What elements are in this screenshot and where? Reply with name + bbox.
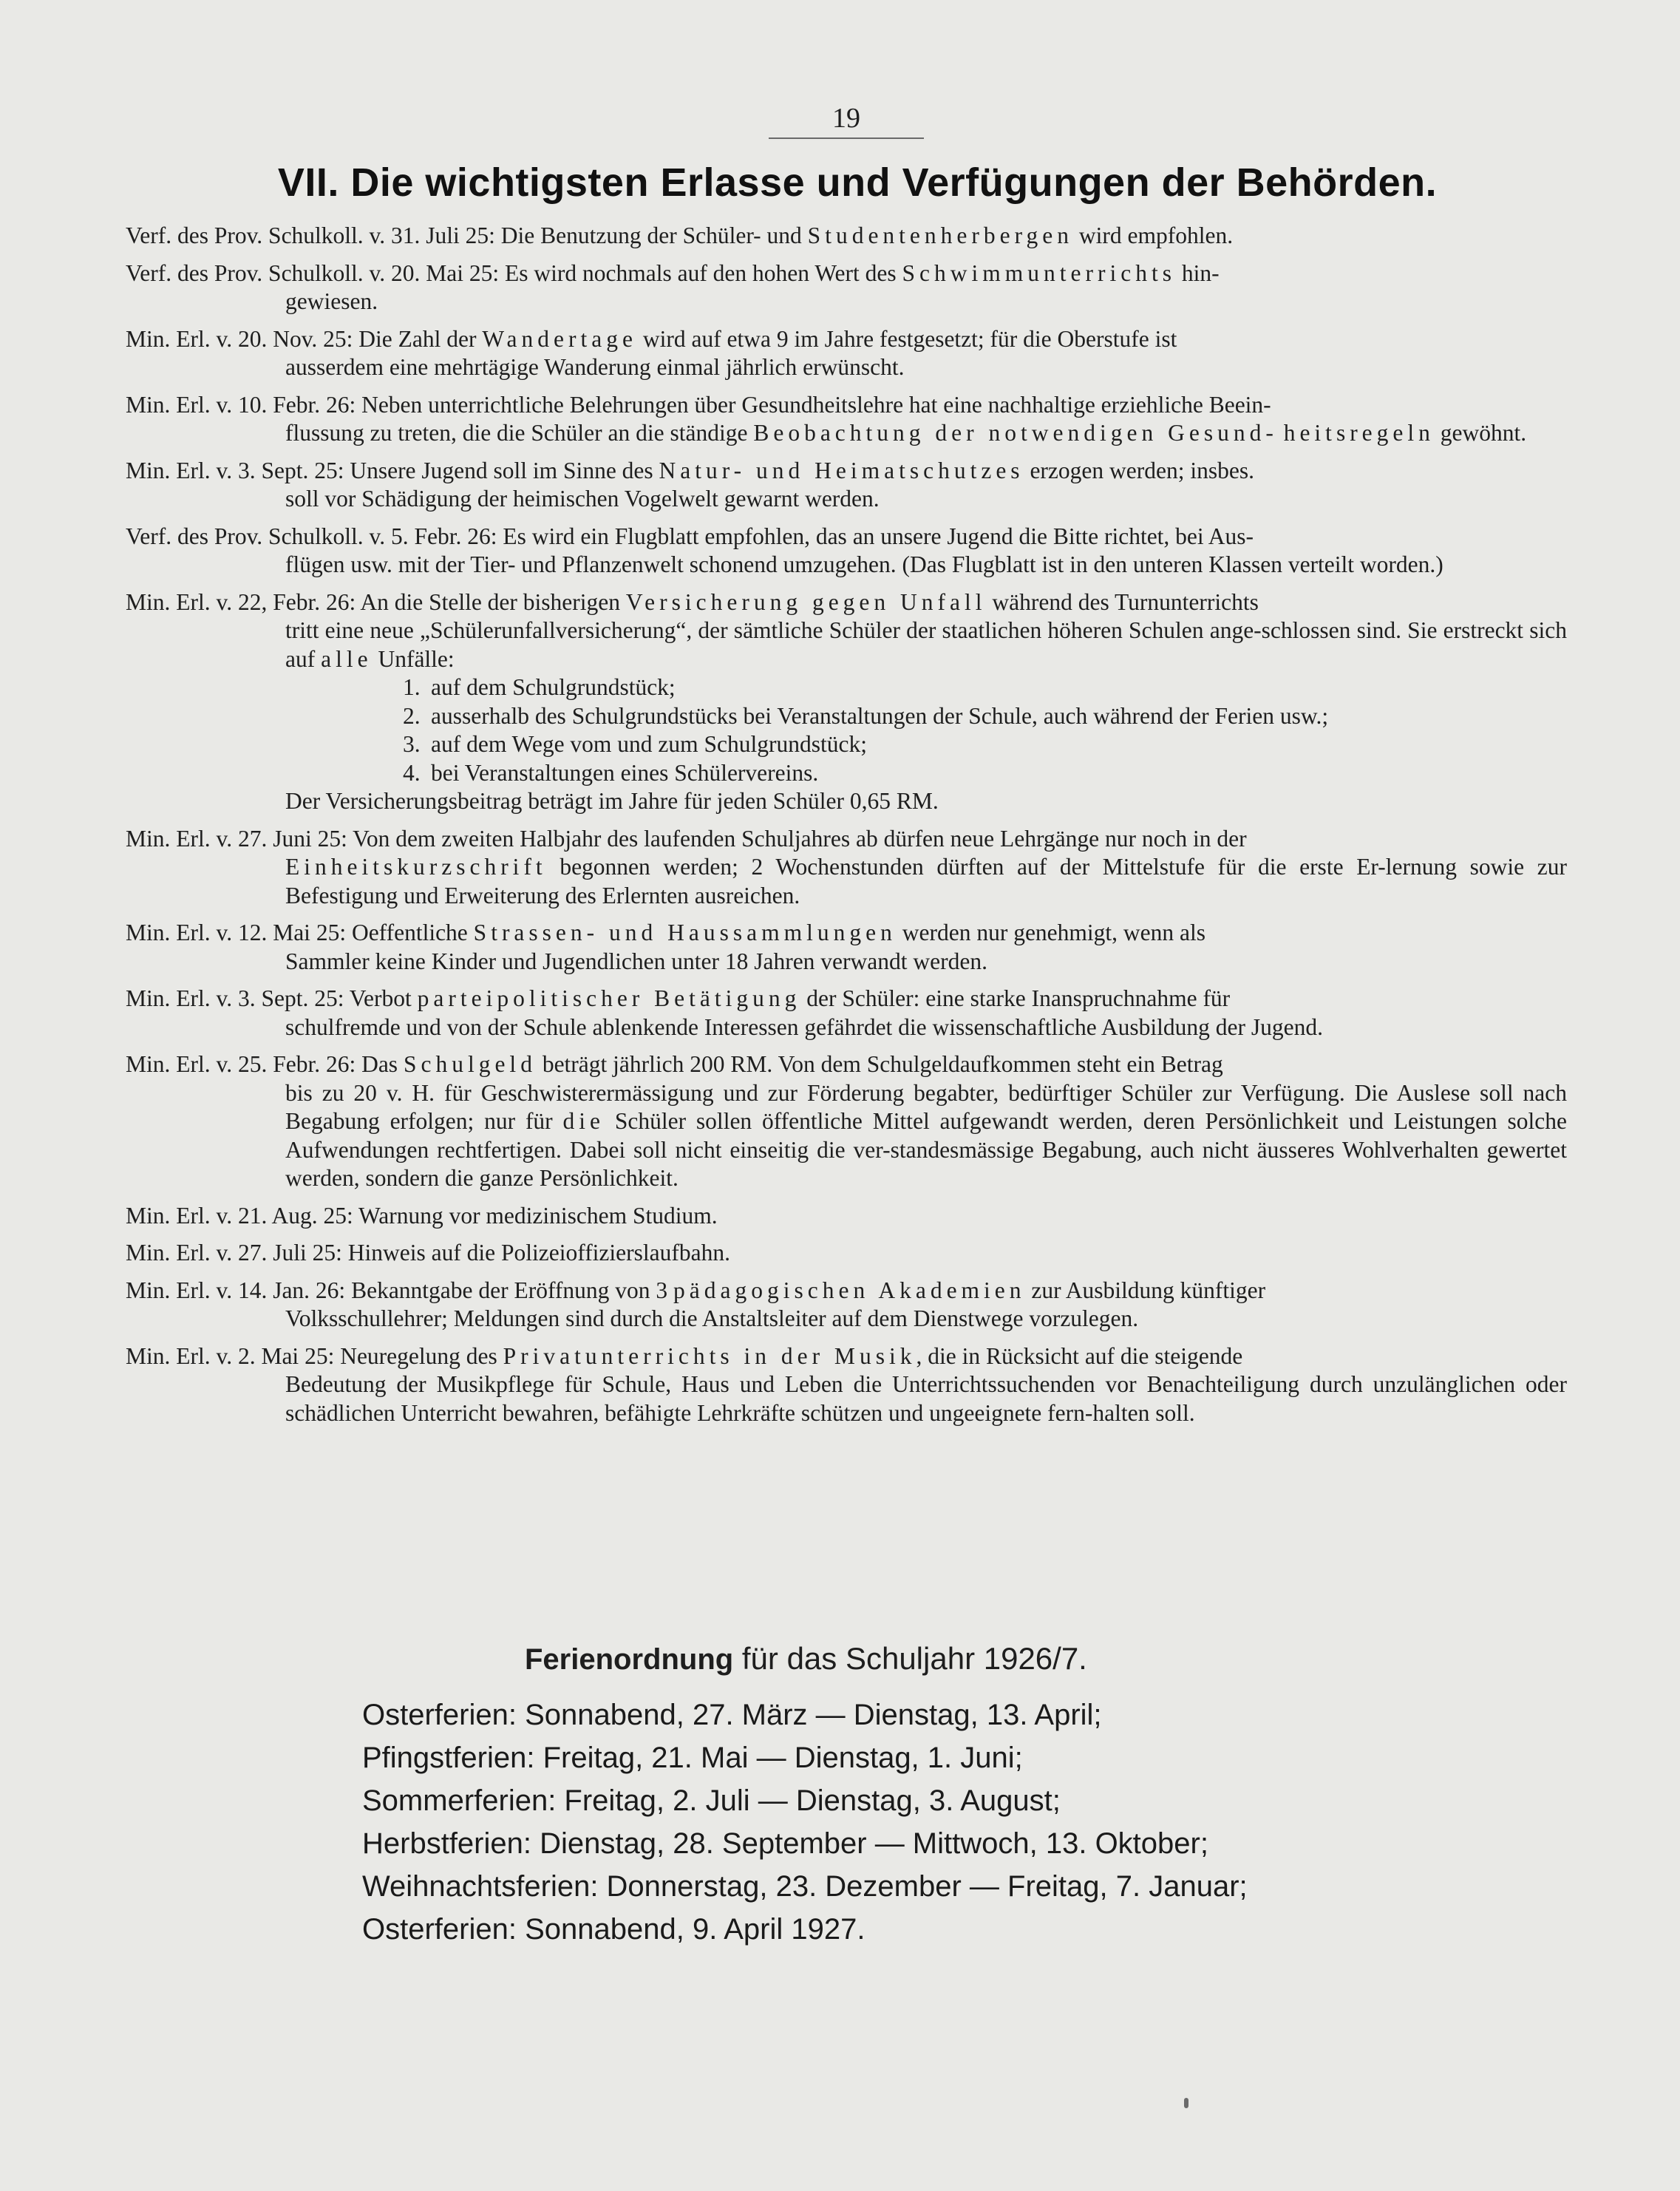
decree-reference: Min. Erl. v. 3. Sept. 25:: [126, 457, 350, 483]
emphasis: Privatunterrichts in der Musik: [503, 1342, 916, 1369]
decree-entry: Min. Erl. v. 25. Febr. 26: Das Schulgeld beträgt jährlich 200 RM. Von dem Schulgeldaufkommen steht ein Betrag bis zu 20 v. H. für Geschwisterermässigung und zur Förderung begabter, bedürftiger Schüler zur Verfügung. Die Auslese soll nach Begabung erfolgen; nur für die Schüler sollen öffentliche Mittel aufgewandt werden, deren Persönlichkeit und Leistungen solche Aufwendungen rechtfertigen. Dabei soll nicht einseitig die ver-standesmässige Begabung, auch nicht äusseres Wohlverhalten gewertet werden, sondern die ganze Persönlichkeit.: [126, 1050, 1567, 1193]
decree-text: soll vor Schädigung der heimischen Vogelwelt gewarnt werden.: [285, 486, 880, 512]
emphasis: heitsregeln: [1283, 420, 1435, 446]
decree-text: Volksschullehrer; Meldungen sind durch die Anstaltsleiter auf dem Dienstwege vorzulegen.: [285, 1305, 1139, 1331]
decree-entry: Verf. des Prov. Schulkoll. v. 5. Febr. 26: Es wird ein Flugblatt empfohlen, das an unsere Jugend die Bitte richtet, bei Aus- flügen usw. mit der Tier- und Pflanzenwelt schonend umzugehen. (Das Flugblatt ist in den unteren Klassen verteilt worden.): [126, 523, 1567, 580]
paper-speck: [1184, 2098, 1188, 2108]
holiday-line: Pfingstferien: Freitag, 21. Mai — Dienstag, 1. Juni;: [362, 1742, 1023, 1774]
emphasis: die: [562, 1108, 605, 1134]
decree-text: Bedeutung der Musikpflege für Schule, Haus und Leben die Unterrichtssuchenden vor Benachteiligung durch unzulänglichen oder schädlichen Unterricht bewahren, befähigte Lehrkräfte schützen und ungeeignete fern-halten soll.: [285, 1371, 1567, 1426]
decree-text: flügen usw. mit der Tier- und Pflanzenwelt schonend umzugehen. (Das Flugblatt ist in den unteren Klassen verteilt worden.): [285, 551, 1443, 577]
decree-text: ausserdem eine mehrtägige Wanderung einmal jährlich erwünscht.: [285, 354, 905, 380]
decree-reference: Min. Erl. v. 21. Aug. 25:: [126, 1202, 359, 1229]
emphasis: Strassen- und Haussammlungen: [473, 920, 897, 945]
emphasis: Beobachtung der notwendigen Gesund-: [753, 420, 1278, 446]
emphasis: alle: [321, 645, 373, 672]
decree-entry: Min. Erl. v. 10. Febr. 26: Neben unterrichtliche Belehrungen über Gesundheitslehre hat eine nachhaltige erziehliche Beein- flussung zu treten, die die Schüler an die ständige Beobachtung der notwendigen Gesund- heitsregeln gewöhnt.: [126, 391, 1567, 448]
decree-reference: Min. Erl. v. 27. Juli 25:: [126, 1240, 348, 1266]
holiday-schedule-title: Ferienordnung für das Schuljahr 1926/7.: [525, 1641, 1087, 1676]
emphasis: Natur- und Heimatschutzes: [659, 457, 1024, 483]
decree-entry: Verf. des Prov. Schulkoll. v. 31. Juli 25: Die Benutzung der Schüler- und Studentenherbergen wird empfohlen.: [126, 223, 1234, 248]
decree-reference: Verf. des Prov. Schulkoll. v. 5. Febr. 26:: [126, 523, 503, 549]
emphasis: Schwimmunterrichts: [902, 259, 1176, 286]
holiday-line: Sommerferien: Freitag, 2. Juli — Dienstag, 3. August;: [362, 1784, 1061, 1817]
decree-reference: Min. Erl. v. 3. Sept. 25:: [126, 985, 350, 1011]
emphasis: Wandertage: [482, 325, 637, 352]
decree-reference: Verf. des Prov. Schulkoll. v. 20. Mai 25:: [126, 259, 505, 286]
holiday-line: Osterferien: Sonnabend, 27. März — Dienstag, 13. April;: [362, 1699, 1102, 1731]
decree-entry: Min. Erl. v. 12. Mai 25: Oeffentliche Strassen- und Haussammlungen werden nur genehmigt, wenn als Sammler keine Kinder und Jugendlichen unter 18 Jahren verwandt werden.: [126, 919, 1567, 976]
decree-entry: Min. Erl. v. 27. Juli 25: Hinweis auf die Polizeioffizierslaufbahn.: [126, 1240, 730, 1266]
emphasis: Versicherung gegen Unfall: [625, 588, 987, 615]
decree-entry: Min. Erl. v. 14. Jan. 26: Bekanntgabe der Eröffnung von 3 pädagogischen Akademien zur Ausbildung künftiger Volksschullehrer; Meldungen sind durch die Anstaltsleiter auf dem Dienstwege vorzulegen.: [126, 1277, 1567, 1334]
decree-reference: Min. Erl. v. 2. Mai 25:: [126, 1342, 341, 1369]
holiday-schedule: [362, 1641, 1471, 1951]
list-item: 4. bei Veranstaltungen eines Schülervereins.: [403, 759, 819, 786]
decree-note: Der Versicherungsbeitrag beträgt im Jahre für jeden Schüler 0,65 RM.: [285, 788, 939, 814]
decree-entry: Min. Erl. v. 22, Febr. 26: An die Stelle der bisherigen Versicherung gegen Unfall während des Turnunterrichts tritt eine neue „Schülerunfallversicherung“, der sämtliche Schüler der staatlichen höheren Schulen ange-schlossen sind. Sie erstreckt sich auf alle Unfälle: 1. auf dem Schulgrundstück; 2. ausserhalb des Schulgrundstücks bei Veranstaltungen der Schule, auch während der Ferien usw.; 3. auf dem Wege vom und zum Schulgrundstück; 4. bei Veranstaltungen eines Schülervereins. Der Versicherungsbeitrag beträgt im Jahre für jeden Schüler 0,65 RM.: [126, 588, 1567, 816]
decree-entry: Verf. des Prov. Schulkoll. v. 20. Mai 25: Es wird nochmals auf den hohen Wert des Schwimmunterrichts hin- gewiesen.: [126, 259, 1567, 316]
list-item: 1. auf dem Schulgrundstück;: [403, 674, 676, 700]
page-number: 19: [769, 102, 924, 139]
numbered-list: [126, 673, 1567, 787]
decree-reference: Min. Erl. v. 20. Nov. 25:: [126, 325, 359, 352]
decree-reference: Min. Erl. v. 27. Juni 25:: [126, 825, 353, 852]
decree-entry: Min. Erl. v. 21. Aug. 25: Warnung vor medizinischem Studium.: [126, 1202, 718, 1229]
decree-entry: Min. Erl. v. 3. Sept. 25: Verbot parteipolitischer Betätigung der Schüler: eine starke Inanspruchnahme für schulfremde und von der Schule ablenkende Interessen gefährdet die wissenschaftliche Ausbildung der Jugend.: [126, 985, 1567, 1042]
section-heading: VII. Die wichtigsten Erlasse und Verfügungen der Behörden.: [277, 160, 1438, 205]
decree-text: flussung zu treten, die die Schüler an die ständige Beobachtung der notwendigen Gesund- heitsregeln gewöhnt.: [285, 420, 1527, 446]
decree-list: [126, 222, 1567, 1427]
list-item: 2. ausserhalb des Schulgrundstücks bei Veranstaltungen der Schule, auch während der Ferien usw.;: [403, 702, 1329, 729]
decree-text: bis zu 20 v. H. für Geschwisterermässigung und zur Förderung begabter, bedürftiger Schüler zur Verfügung. Die Auslese soll nach Begabung erfolgen; nur für die Schüler sollen öffentliche Mittel aufgewandt werden, deren Persönlichkeit und Leistungen solche Aufwendungen rechtfertigen. Dabei soll nicht einseitig die ver-standesmässige Begabung, auch nicht äusseres Wohlverhalten gewertet werden, sondern die ganze Persönlichkeit.: [285, 1079, 1567, 1191]
emphasis: Einheitskurzschrift: [285, 854, 547, 880]
holiday-line: Weihnachtsferien: Donnerstag, 23. Dezember — Freitag, 7. Januar;: [362, 1870, 1248, 1903]
holiday-line: Herbstferien: Dienstag, 28. September — Mittwoch, 13. Oktober;: [362, 1827, 1208, 1860]
decree-reference: Min. Erl. v. 25. Febr. 26:: [126, 1051, 362, 1077]
emphasis: Studentenherbergen: [807, 223, 1074, 248]
emphasis: parteipolitischer Betätigung: [417, 985, 801, 1011]
decree-text: schulfremde und von der Schule ablenkende Interessen gefährdet die wissenschaftliche Ausbildung der Jugend.: [285, 1013, 1323, 1040]
decree-reference: Min. Erl. v. 12. Mai 25:: [126, 920, 352, 945]
decree-entry: Min. Erl. v. 2. Mai 25: Neuregelung des Privatunterrichts in der Musik, die in Rücksicht auf die steigende Bedeutung der Musikpflege für Schule, Haus und Leben die Unterrichtssuchenden vor Benachteiligung durch unzulänglichen oder schädlichen Unterricht bewahren, befähigte Lehrkräfte schützen und ungeeignete fern-halten soll.: [126, 1342, 1567, 1428]
emphasis: pädagogischen Akademien: [673, 1277, 1026, 1303]
decree-reference: Min. Erl. v. 10. Febr. 26:: [126, 391, 362, 418]
decree-text: gewiesen.: [285, 288, 378, 314]
decree-text: tritt eine neue „Schülerunfallversicherung“, der sämtliche Schüler der staatlichen höheren Schulen ange-schlossen sind. Sie erstreckt sich auf alle Unfälle:: [285, 617, 1567, 672]
holiday-line: Osterferien: Sonnabend, 9. April 1927.: [362, 1913, 865, 1946]
decree-reference: Verf. des Prov. Schulkoll. v. 31. Juli 25:: [126, 223, 501, 248]
decree-entry: Min. Erl. v. 3. Sept. 25: Unsere Jugend soll im Sinne des Natur- und Heimatschutzes erzogen werden; insbes. soll vor Schädigung der heimischen Vogelwelt gewarnt werden.: [126, 457, 1567, 514]
list-item: 3. auf dem Wege vom und zum Schulgrundstück;: [403, 731, 868, 757]
decree-reference: Min. Erl. v. 14. Jan. 26:: [126, 1277, 352, 1303]
decree-entry: Min. Erl. v. 20. Nov. 25: Die Zahl der Wandertage wird auf etwa 9 im Jahre festgesetzt; für die Oberstufe ist ausserdem eine mehrtägige Wanderung einmal jährlich erwünscht.: [126, 325, 1567, 382]
decree-text: Sammler keine Kinder und Jugendlichen unter 18 Jahren verwandt werden.: [285, 948, 987, 974]
decree-reference: Min. Erl. v. 22, Febr. 26:: [126, 588, 361, 615]
emphasis: Schulgeld: [403, 1051, 537, 1077]
decree-text: Einheitskurzschrift begonnen werden; 2 Wochenstunden dürften auf der Mittelstufe für die erste Er-lernung sowie zur Befestigung und Erweiterung des Erlernten ausreichen.: [285, 854, 1567, 908]
decree-entry: Min. Erl. v. 27. Juni 25: Von dem zweiten Halbjahr des laufenden Schuljahres ab dürfen neue Lehrgänge nur noch in der Einheitskurzschrift begonnen werden; 2 Wochenstunden dürften auf der Mittelstufe für die erste Er-lernung sowie zur Befestigung und Erweiterung des Erlernten ausreichen.: [126, 825, 1567, 911]
